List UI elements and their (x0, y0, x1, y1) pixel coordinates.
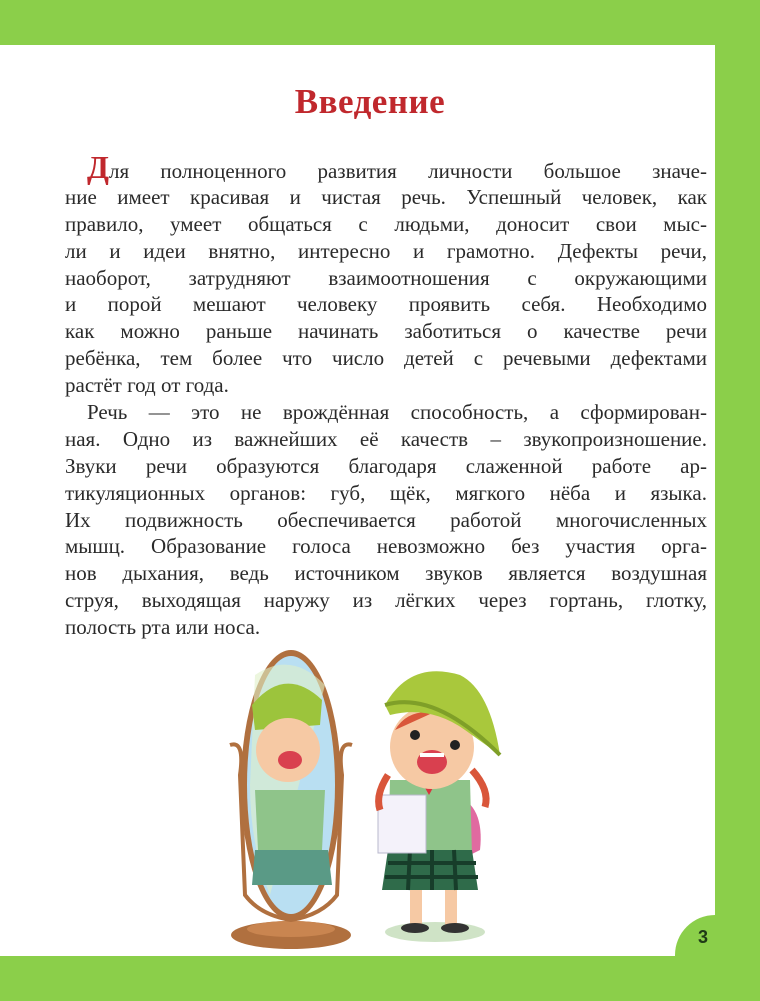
body-text (65, 149, 707, 641)
text-line: ребёнка, тем более что число детей с речевыми дефектами (65, 346, 707, 371)
page-number: 3 (697, 927, 708, 947)
text-line (65, 149, 707, 185)
text-line: наоборот, затрудняют взаимоотношения с окружающими (65, 265, 707, 290)
text-line: Речь — это не врождённая способность, а сформирован- (87, 400, 707, 425)
text-line: растёт год от года. (65, 373, 229, 398)
text-line: полость рта или носа. (65, 615, 261, 640)
text-line: тикуляционных органов: губ, щёк, мягкого нёба и языка. (65, 480, 707, 505)
text-line: правило, умеет общаться с людьми, доносит свои мыс- (65, 211, 707, 236)
text-line: Их подвижность обеспечивается работой многочисленных (65, 507, 707, 532)
girl-with-mirror-illustration (210, 645, 510, 950)
mirror-icon (230, 650, 352, 949)
text-line: ние имеет красивая и чистая речь. Успешный человек, как (65, 184, 707, 209)
girl-icon (378, 671, 500, 942)
text-line: и порой мешают человеку проявить себя. Необходимо (65, 292, 707, 317)
text-line: ли и идеи внятно, интересно и грамотно. Дефекты речи, (65, 238, 707, 263)
text-line: как можно раньше начинать заботиться о качестве речи (65, 319, 707, 344)
page-title: Введение (294, 82, 446, 121)
text-line: мышц. Образование голоса невозможно без участия орга- (65, 534, 707, 559)
text-line: Звуки речи образуются благодаря слаженной работе ар- (65, 453, 707, 478)
text-line-content: ля полноценного развития личности большое значе- (109, 159, 707, 183)
text-line: ная. Одно из важнейших её качеств – звукопроизношение. (65, 426, 707, 451)
text-line: струя, выходящая наружу из лёгких через гортань, глотку, (65, 588, 707, 613)
drop-cap: Д (87, 149, 110, 185)
text-line: нов дыхания, ведь источником звуков является воздушная (65, 561, 707, 586)
